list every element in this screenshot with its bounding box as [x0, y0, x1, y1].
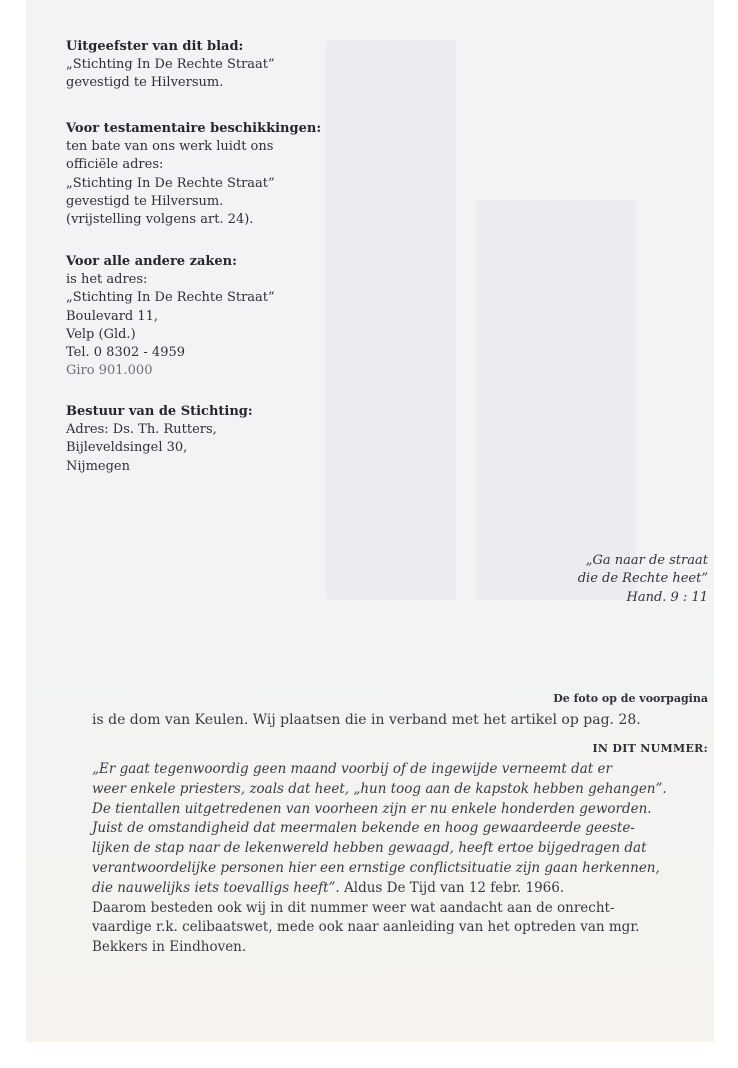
- testamentary-line: „Stichting In De Rechte Straat”: [66, 175, 275, 191]
- other-matters-heading: Voor alle andere zaken:: [66, 254, 237, 269]
- testamentary-line: gevestigd te Hilversum.: [66, 193, 224, 209]
- address-line: Boulevard 11,: [66, 308, 159, 324]
- testamentary-line: ten bate van ons werk luidt ons: [66, 139, 274, 155]
- testamentary-block: [66, 120, 321, 229]
- quote-line: die de Rechte heet”: [577, 571, 708, 587]
- publisher-line: „Stichting In De Rechte Straat”: [66, 57, 275, 73]
- in-this-issue-heading: IN DIT NUMMER:: [592, 742, 708, 755]
- address-line: Velp (Gld.): [66, 326, 136, 342]
- quote-paragraph-line: verantwoordelijke personen hier een ernstige conflictsituatie zijn gaan herkennen,: [92, 859, 660, 876]
- quote-paragraph-line: weer enkele priesters, zoals dat heet, „hun toog aan de kapstok hebben gehangen”.: [92, 780, 667, 797]
- quote-paragraph-line: De tientallen uitgetredenen van voorheen zijn er nu enkele honderden geworden.: [92, 800, 652, 817]
- quote-paragraph-end: die nauwelijks iets toevalligs heeft”.: [92, 879, 340, 896]
- quote-paragraph-line: lijken de stap naar de lekenwereld hebben gewaagd, heeft ertoe bijgedragen dat: [92, 840, 647, 857]
- quote-line: „Ga naar de straat: [585, 553, 708, 568]
- show-through-shadow: [476, 200, 636, 600]
- body-paragraph-line: vaardige r.k. celibaatswet, mede ook naar aanleiding van het optreden van mgr.: [92, 919, 640, 936]
- bible-quote: [578, 552, 708, 607]
- quote-source: Aldus De Tijd van 12 febr. 1966.: [339, 879, 565, 896]
- testamentary-heading: Voor testamentaire beschikkingen:: [66, 121, 322, 136]
- in-this-issue-body: [92, 760, 714, 958]
- other-matters-block: [66, 253, 275, 380]
- show-through-shadow: [326, 40, 456, 600]
- cover-photo-heading: De foto op de voorpagina: [553, 692, 708, 705]
- board-line: Bijleveldsingel 30,: [66, 440, 188, 456]
- body-paragraph-line: Daarom besteden ook wij in dit nummer weer wat aandacht aan de onrecht-: [92, 899, 615, 916]
- board-line: Nijmegen: [66, 458, 130, 474]
- testamentary-line: officiële adres:: [66, 157, 164, 173]
- testamentary-line: (vrijstelling volgens art. 24).: [66, 212, 254, 228]
- body-paragraph-line: Bekkers in Eindhoven.: [92, 939, 247, 956]
- publisher-block: [66, 38, 275, 93]
- cover-photo-text: is de dom van Keulen. Wij plaatsen die in verband met het artikel op pag. 28.: [92, 712, 641, 728]
- quote-paragraph-last-line: [92, 879, 714, 899]
- quote-paragraph-line: Juist de omstandigheid dat meermalen bekende en hoog gewaardeerde geeste-: [92, 820, 635, 837]
- publisher-line: gevestigd te Hilversum.: [66, 75, 224, 91]
- board-line: Adres: Ds. Th. Rutters,: [66, 422, 217, 438]
- address-line: „Stichting In De Rechte Straat”: [66, 290, 275, 306]
- phone-line: Tel. 0 8302 - 4959: [66, 345, 186, 361]
- quote-paragraph-line: „Er gaat tegenwoordig geen maand voorbij of de ingewijde verneemt dat er: [92, 761, 612, 777]
- giro-line: Giro 901.000: [66, 363, 153, 379]
- address-line: is het adres:: [66, 272, 148, 288]
- publisher-heading: Uitgeefster van dit blad:: [66, 39, 244, 54]
- board-heading: Bestuur van de Stichting:: [66, 404, 253, 419]
- board-block: [66, 403, 253, 476]
- quote-reference: Hand. 9 : 11: [626, 589, 708, 605]
